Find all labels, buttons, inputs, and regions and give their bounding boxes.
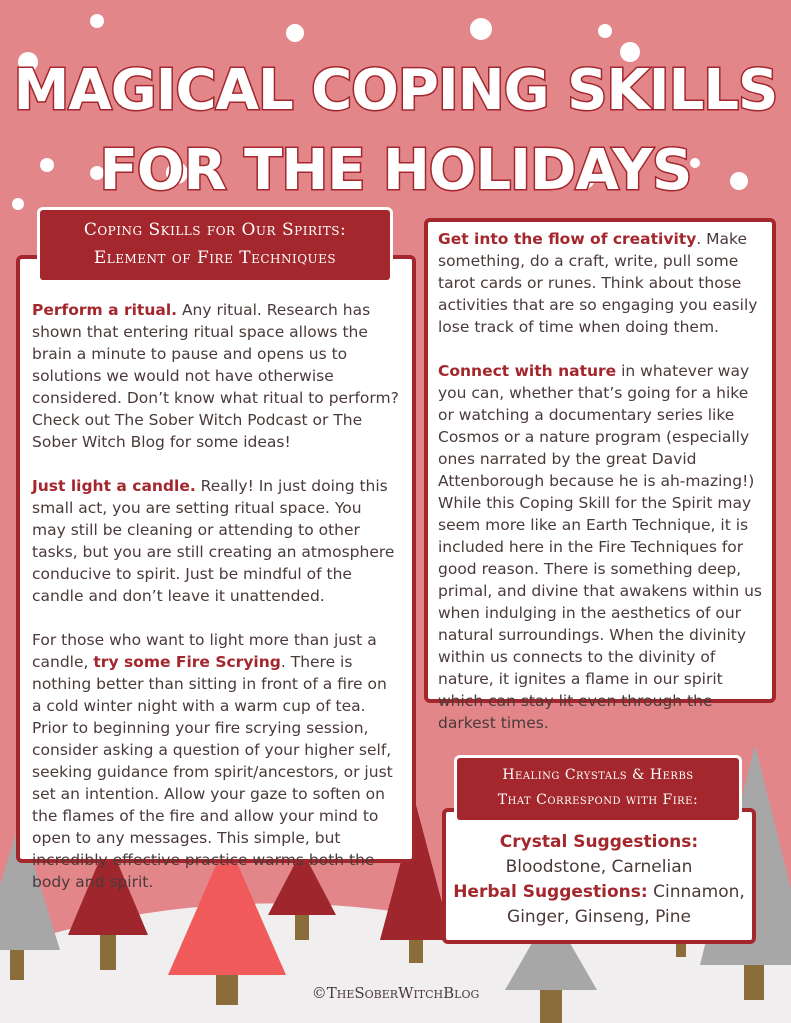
paragraph-text: Any ritual. Research has shown that entering ritual space allows the brain a minute to pause and opens us to solutions we would not have otherwise considered. Don’t know what ritual to perform? Check out The Sober Witch Podcast or The Sober Witch Blog for some ideas!: [32, 301, 399, 451]
page-title-line2: FOR THE HOLIDAYS: [99, 138, 692, 203]
banner-line: Element of Fire Techniques: [93, 248, 337, 268]
section-banner-fire: [40, 210, 390, 280]
crystal-label-text: Crystal Suggestions:: [499, 832, 699, 852]
fire-techniques-panel: [16, 255, 416, 891]
paragraph-text: . Make something, do a craft, write, pull some tarot cards or runes. Think about those activities that are so engaging you easily lose track of time when doing them.: [438, 230, 758, 336]
heading-fire-scrying: try some Fire Scrying: [93, 653, 281, 671]
heading-perform-ritual: Perform a ritual.: [32, 301, 178, 319]
footer-copyright: ©TheSoberWitchBlog: [311, 984, 480, 1002]
herbal-suggestions: [452, 880, 746, 930]
paragraph-candle: [32, 475, 400, 607]
banner-line: That Correspond with Fire:: [497, 792, 699, 808]
creativity-nature-panel: [424, 218, 776, 732]
paragraph-text: in whatever way you can, whether that’s going for a hike or watching a documentary series like Cosmos or a nature program (especially ones narrated by the great David Attenborough because he is ah-mazing!) While this Coping Skill for the Spirit may seem more like an Earth Technique, it is included here in the Fire Techniques for good reason. There is something deep, primal, and divine that awakens within us when indulging in the aesthetics of our natural surroundings. When the divinity within us connects to the divinity of nature, it ignites a flame in our spirit which can stay lit even through the darkest times.: [438, 362, 762, 732]
paragraph-text: For those who want to light more than just a candle,: [32, 631, 377, 671]
herbal-label: Herbal Suggestions:: [453, 882, 648, 902]
section-banner-crystals: [457, 758, 739, 820]
paragraph-creativity: [438, 228, 762, 338]
crystal-list: Bloodstone, Carnelian: [505, 857, 693, 877]
page-title-line1: MAGICAL COPING SKILLS: [13, 58, 778, 123]
banner-line: Healing Crystals & Herbs: [502, 767, 694, 783]
heading-nature: Connect with nature: [438, 362, 617, 380]
paragraph-nature: [438, 360, 762, 734]
heading-light-candle: Just light a candle.: [32, 477, 196, 495]
crystal-label: [452, 830, 746, 855]
paragraph-ritual: [32, 299, 400, 453]
crystals-herbs-panel: [442, 808, 756, 944]
herbal-list: Cinnamon, Ginger, Ginseng, Pine: [507, 882, 745, 927]
paragraph-text: . There is nothing better than sitting in front of a fire on a cold winter night with a warm cup of tea. Prior to beginning your fire scrying session, consider asking a question of your higher self, seeking guidance from spirit/ancestors, or just set an intention. Allow your gaze to soften on the flames of the fire and allow your mind to open to any messages. This simple, but incredibly effective practice warms both the body and spirit.: [32, 653, 393, 891]
paragraph-text: Really! In just doing this small act, you are setting ritual space. You may still be cleaning or attending to other tasks, but you are still creating an atmosphere conducive to spirit. Just be mindful of the candle and don’t leave it unattended.: [32, 477, 395, 605]
banner-line: Coping Skills for Our Spirits:: [83, 220, 347, 240]
heading-creativity: Get into the flow of creativity: [438, 230, 697, 248]
paragraph-scrying: [32, 629, 400, 893]
